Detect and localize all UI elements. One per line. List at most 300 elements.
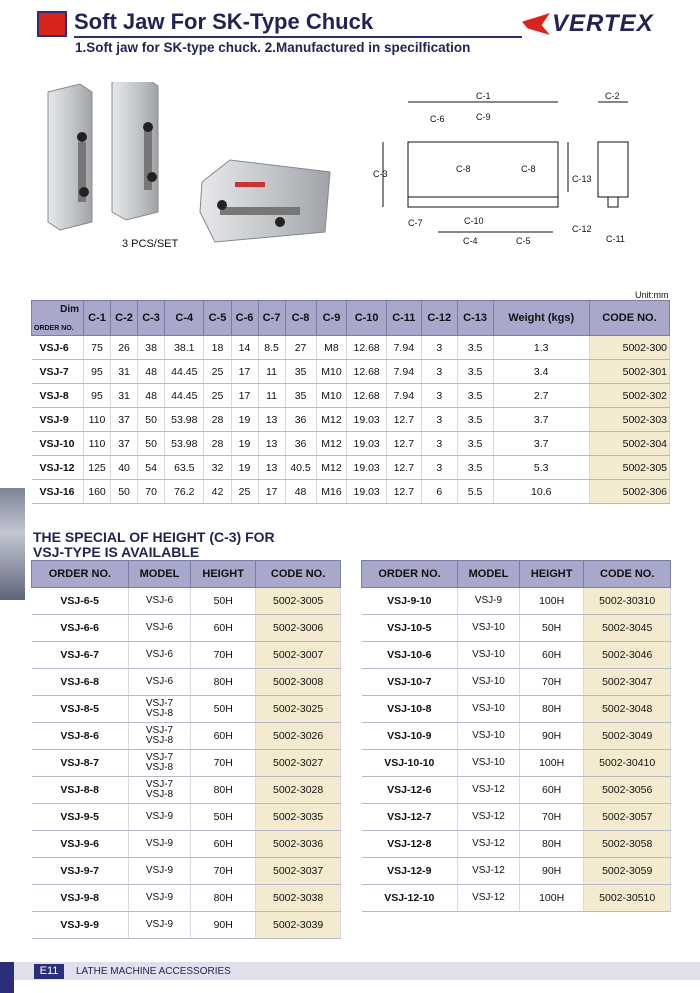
height: 50H: [519, 615, 584, 642]
dim-label: Dim: [60, 304, 79, 315]
spec-col-header: Weight (kgs): [493, 301, 589, 336]
spec-cell: M12: [316, 432, 347, 456]
drawing-label: C-8: [456, 164, 471, 174]
order-no: VSJ-6-8: [32, 669, 129, 696]
spec-col-header: C-10: [347, 301, 386, 336]
spec-cell: 63.5: [165, 456, 204, 480]
drawing-label: C-8: [521, 164, 536, 174]
model: VSJ-6: [128, 669, 190, 696]
order-no: VSJ-8-6: [32, 723, 129, 750]
code-no: 5002-3005: [256, 588, 341, 615]
spec-cell: 50: [111, 480, 138, 504]
height: 100H: [519, 750, 584, 777]
spec-cell: 3.7: [493, 432, 589, 456]
code-no: 5002-301: [589, 360, 669, 384]
spec-cell: 28: [204, 408, 231, 432]
special-row: [32, 588, 341, 615]
spec-col-header: C-2: [111, 301, 138, 336]
title-underline: [74, 36, 522, 38]
code-no: 5002-3056: [584, 777, 671, 804]
model: VSJ-7 VSJ-8: [128, 696, 190, 723]
height: 50H: [191, 804, 256, 831]
height: 70H: [191, 858, 256, 885]
special-col-header: HEIGHT: [519, 561, 584, 588]
spec-cell: 25: [204, 360, 231, 384]
spec-cell: 32: [204, 456, 231, 480]
spec-cell: 38.1: [165, 336, 204, 360]
drawing-label: C-7: [408, 218, 423, 228]
spec-cell: 95: [84, 360, 111, 384]
order-no: VSJ-6-7: [32, 642, 129, 669]
page-number: E11: [34, 964, 64, 979]
code-no: 5002-3026: [256, 723, 341, 750]
code-no: 5002-300: [589, 336, 669, 360]
order-no: VSJ-9-7: [32, 858, 129, 885]
spec-cell: 12.7: [386, 408, 421, 432]
spec-cell: 44.45: [165, 384, 204, 408]
spec-cell: 3: [421, 456, 457, 480]
spec-cell: 10.6: [493, 480, 589, 504]
spec-cell: 36: [285, 408, 316, 432]
spec-cell: 7.94: [386, 384, 421, 408]
model: VSJ-12: [458, 858, 520, 885]
code-no: 5002-3038: [256, 885, 341, 912]
code-no: 5002-304: [589, 432, 669, 456]
special-col-header: CODE NO.: [584, 561, 671, 588]
spec-cell: 25: [231, 480, 258, 504]
height: 100H: [519, 885, 584, 912]
spec-cell: 12.7: [386, 432, 421, 456]
order-no: VSJ-9-6: [32, 831, 129, 858]
model: VSJ-6: [128, 588, 190, 615]
spec-cell: 110: [84, 432, 111, 456]
special-row: [362, 831, 671, 858]
spec-cell: 17: [258, 480, 285, 504]
spec-col-header: CODE NO.: [589, 301, 669, 336]
special-row: [362, 723, 671, 750]
special-row: [32, 912, 341, 939]
spec-cell: 19.03: [347, 408, 386, 432]
spec-col-header: C-7: [258, 301, 285, 336]
spec-cell: 3.5: [457, 456, 493, 480]
spec-cell: 19.03: [347, 480, 386, 504]
model: VSJ-10: [458, 750, 520, 777]
height: 60H: [191, 615, 256, 642]
spec-cell: 48: [138, 384, 165, 408]
special-heading-line1: THE SPECIAL OF HEIGHT (C-3) FOR: [33, 529, 275, 545]
spec-cell: 76.2: [165, 480, 204, 504]
special-col-header: MODEL: [128, 561, 190, 588]
code-no: 5002-3028: [256, 777, 341, 804]
order-no: VSJ-12-10: [362, 885, 458, 912]
special-table-right: [361, 560, 671, 912]
order-no: VSJ-12-8: [362, 831, 458, 858]
height: 90H: [519, 723, 584, 750]
special-row: [362, 642, 671, 669]
spec-cell: 42: [204, 480, 231, 504]
spec-cell: 40: [111, 456, 138, 480]
spec-cell: 13: [258, 456, 285, 480]
spec-row: [32, 408, 670, 432]
code-no: 5002-3047: [584, 669, 671, 696]
spec-cell: 125: [84, 456, 111, 480]
spec-cell: 19: [231, 432, 258, 456]
order-no: VSJ-10-5: [362, 615, 458, 642]
code-no: 5002-3057: [584, 804, 671, 831]
spec-cell: 48: [138, 360, 165, 384]
spec-cell: 70: [138, 480, 165, 504]
special-row: [362, 750, 671, 777]
spec-cell: 160: [84, 480, 111, 504]
special-row: [32, 831, 341, 858]
special-row: [32, 885, 341, 912]
special-row: [32, 669, 341, 696]
order-no: VSJ-9-5: [32, 804, 129, 831]
brand-icon: [37, 11, 67, 37]
order-no: VSJ-10-9: [362, 723, 458, 750]
order-no: VSJ-7: [32, 360, 84, 384]
height: 60H: [191, 723, 256, 750]
height: 90H: [519, 858, 584, 885]
spec-row: [32, 360, 670, 384]
spec-cell: 3: [421, 336, 457, 360]
spec-cell: M10: [316, 384, 347, 408]
model: VSJ-12: [458, 777, 520, 804]
model: VSJ-6: [128, 642, 190, 669]
spec-cell: 50: [138, 432, 165, 456]
spec-col-header: C-8: [285, 301, 316, 336]
order-no: VSJ-10-8: [362, 696, 458, 723]
spec-row: [32, 456, 670, 480]
model: VSJ-10: [458, 723, 520, 750]
spec-cell: 7.94: [386, 336, 421, 360]
spec-col-header: C-4: [165, 301, 204, 336]
spec-cell: 50: [138, 408, 165, 432]
special-col-header: CODE NO.: [256, 561, 341, 588]
order-no: VSJ-6-6: [32, 615, 129, 642]
special-row: [32, 615, 341, 642]
special-row: [362, 777, 671, 804]
drawing-label: C-11: [606, 234, 625, 244]
code-no: 5002-3039: [256, 912, 341, 939]
special-heading: [33, 530, 275, 560]
code-no: 5002-3037: [256, 858, 341, 885]
drawing-label: C-4: [463, 236, 478, 246]
spec-cell: 3: [421, 408, 457, 432]
spec-cell: 3: [421, 360, 457, 384]
special-heading-line2: VSJ-TYPE IS AVAILABLE: [33, 544, 200, 560]
spec-cell: 18: [204, 336, 231, 360]
drawing-label: C-5: [516, 236, 531, 246]
spec-cell: 6: [421, 480, 457, 504]
height: 70H: [191, 642, 256, 669]
drawing-label: C-12: [572, 224, 592, 234]
code-no: 5002-3046: [584, 642, 671, 669]
order-no: VSJ-12-7: [362, 804, 458, 831]
spec-row: [32, 432, 670, 456]
spec-cell: 110: [84, 408, 111, 432]
special-col-header: ORDER NO.: [362, 561, 458, 588]
spec-cell: 38: [138, 336, 165, 360]
spec-row: [32, 384, 670, 408]
height: 80H: [519, 696, 584, 723]
model: VSJ-12: [458, 885, 520, 912]
height: 50H: [191, 696, 256, 723]
vertex-logo: [522, 10, 674, 38]
special-row: [32, 723, 341, 750]
spec-col-header: C-12: [421, 301, 457, 336]
spec-cell: M12: [316, 456, 347, 480]
special-row: [362, 804, 671, 831]
spec-cell: 14: [231, 336, 258, 360]
order-no: VSJ-8: [32, 384, 84, 408]
height: 50H: [191, 588, 256, 615]
height: 70H: [191, 750, 256, 777]
special-row: [362, 696, 671, 723]
spec-cell: 3.5: [457, 408, 493, 432]
spec-cell: M16: [316, 480, 347, 504]
order-no: VSJ-10: [32, 432, 84, 456]
code-no: 5002-30310: [584, 588, 671, 615]
spec-cell: 3.4: [493, 360, 589, 384]
spec-cell: 17: [231, 360, 258, 384]
spec-cell: 95: [84, 384, 111, 408]
spec-cell: M10: [316, 360, 347, 384]
logo-bird-icon: [522, 13, 550, 35]
side-decoration: [0, 488, 25, 600]
spec-table: [31, 300, 670, 504]
drawing-label: C-9: [476, 112, 491, 122]
spec-col-header: C-5: [204, 301, 231, 336]
special-row: [32, 696, 341, 723]
spec-cell: 3.5: [457, 384, 493, 408]
spec-cell: 2.7: [493, 384, 589, 408]
spec-cell: 19: [231, 408, 258, 432]
spec-cell: 37: [111, 432, 138, 456]
spec-cell: 53.98: [165, 408, 204, 432]
order-no: VSJ-16: [32, 480, 84, 504]
spec-cell: 12.68: [347, 336, 386, 360]
height: 70H: [519, 804, 584, 831]
set-caption: 3 PCS/SET: [122, 238, 179, 250]
code-no: 5002-3045: [584, 615, 671, 642]
order-no: VSJ-8-5: [32, 696, 129, 723]
drawing-label: C-3: [373, 169, 388, 179]
order-no: VSJ-9-8: [32, 885, 129, 912]
code-no: 5002-3048: [584, 696, 671, 723]
spec-cell: 53.98: [165, 432, 204, 456]
code-no: 5002-30510: [584, 885, 671, 912]
drawing-label: C-6: [430, 114, 445, 124]
code-no: 5002-3006: [256, 615, 341, 642]
code-no: 5002-3025: [256, 696, 341, 723]
product-photo: [40, 82, 340, 262]
height: 60H: [191, 831, 256, 858]
spec-cell: 31: [111, 384, 138, 408]
spec-cell: 12.7: [386, 480, 421, 504]
special-row: [32, 642, 341, 669]
spec-cell: 36: [285, 432, 316, 456]
height: 80H: [191, 777, 256, 804]
spec-cell: 3: [421, 384, 457, 408]
height: 70H: [519, 669, 584, 696]
order-no: VSJ-8-8: [32, 777, 129, 804]
special-col-header: MODEL: [458, 561, 520, 588]
spec-cell: 8.5: [258, 336, 285, 360]
special-row: [362, 588, 671, 615]
spec-col-header: C-3: [138, 301, 165, 336]
spec-cell: 1.3: [493, 336, 589, 360]
code-no: 5002-3007: [256, 642, 341, 669]
order-no: VSJ-9-9: [32, 912, 129, 939]
order-no: VSJ-6-5: [32, 588, 129, 615]
spec-cell: M12: [316, 408, 347, 432]
model: VSJ-9: [458, 588, 520, 615]
model: VSJ-6: [128, 615, 190, 642]
drawing-label: C-2: [605, 91, 620, 101]
height: 80H: [191, 669, 256, 696]
spec-cell: 27: [285, 336, 316, 360]
order-no: VSJ-12-6: [362, 777, 458, 804]
model: VSJ-10: [458, 615, 520, 642]
spec-cell: 11: [258, 360, 285, 384]
model: VSJ-12: [458, 831, 520, 858]
spec-cell: 5.5: [457, 480, 493, 504]
dimension-drawing: [368, 82, 668, 262]
page-subtitle: 1.Soft jaw for SK-type chuck. 2.Manufactured in specilfication: [75, 40, 471, 55]
unit-label: Unit:mm: [635, 290, 669, 300]
model: VSJ-7 VSJ-8: [128, 750, 190, 777]
model: VSJ-9: [128, 804, 190, 831]
spec-cell: 3.5: [457, 432, 493, 456]
order-no: VSJ-12: [32, 456, 84, 480]
code-no: 5002-3036: [256, 831, 341, 858]
order-no: VSJ-9: [32, 408, 84, 432]
spec-cell: 12.7: [386, 456, 421, 480]
model: VSJ-7 VSJ-8: [128, 723, 190, 750]
code-no: 5002-3035: [256, 804, 341, 831]
height: 80H: [191, 885, 256, 912]
spec-cell: 28: [204, 432, 231, 456]
spec-cell: 17: [231, 384, 258, 408]
spec-row: [32, 336, 670, 360]
spec-cell: 19.03: [347, 432, 386, 456]
spec-header-row: [32, 301, 670, 336]
spec-cell: 13: [258, 408, 285, 432]
height: 60H: [519, 777, 584, 804]
code-no: 5002-303: [589, 408, 669, 432]
code-no: 5002-3058: [584, 831, 671, 858]
model: VSJ-9: [128, 858, 190, 885]
special-row: [362, 885, 671, 912]
spec-row: [32, 480, 670, 504]
special-col-header: ORDER NO.: [32, 561, 129, 588]
spec-cell: 31: [111, 360, 138, 384]
spec-cell: 35: [285, 384, 316, 408]
page-title: Soft Jaw For SK-Type Chuck: [74, 9, 374, 34]
spec-cell: 13: [258, 432, 285, 456]
logo-text: VERTEX: [552, 10, 654, 37]
model: VSJ-9: [128, 912, 190, 939]
spec-cell: 12.68: [347, 384, 386, 408]
footer-edge: [0, 962, 14, 993]
footer-section: LATHE MACHINE ACCESSORIES: [76, 966, 231, 977]
height: 80H: [519, 831, 584, 858]
height: 100H: [519, 588, 584, 615]
spec-cell: 48: [285, 480, 316, 504]
special-row: [32, 750, 341, 777]
model: VSJ-9: [128, 885, 190, 912]
spec-col-header: C-1: [84, 301, 111, 336]
height: 90H: [191, 912, 256, 939]
model: VSJ-9: [128, 831, 190, 858]
spec-cell: 54: [138, 456, 165, 480]
code-no: 5002-305: [589, 456, 669, 480]
order-no: VSJ-10-10: [362, 750, 458, 777]
special-col-header: HEIGHT: [191, 561, 256, 588]
spec-col-header: C-13: [457, 301, 493, 336]
special-row: [362, 858, 671, 885]
order-no: VSJ-12-9: [362, 858, 458, 885]
drawing-label: C-1: [476, 91, 491, 101]
spec-cell: 3.5: [457, 336, 493, 360]
spec-cell: 37: [111, 408, 138, 432]
code-no: 5002-30410: [584, 750, 671, 777]
special-table-left: [31, 560, 341, 939]
spec-col-header: C-9: [316, 301, 347, 336]
spec-cell: 12.68: [347, 360, 386, 384]
spec-cell: M8: [316, 336, 347, 360]
special-row: [32, 804, 341, 831]
order-no: VSJ-9-10: [362, 588, 458, 615]
spec-cell: 40.5: [285, 456, 316, 480]
special-row: [362, 615, 671, 642]
code-no: 5002-3008: [256, 669, 341, 696]
spec-col-header: C-6: [231, 301, 258, 336]
order-label: ORDER NO.: [34, 325, 74, 332]
special-row: [32, 858, 341, 885]
height: 60H: [519, 642, 584, 669]
order-no: VSJ-8-7: [32, 750, 129, 777]
spec-cell: 25: [204, 384, 231, 408]
order-no: VSJ-10-7: [362, 669, 458, 696]
spec-cell: 11: [258, 384, 285, 408]
spec-cell: 5.3: [493, 456, 589, 480]
code-no: 5002-306: [589, 480, 669, 504]
spec-cell: 19: [231, 456, 258, 480]
special-row: [32, 777, 341, 804]
spec-cell: 3: [421, 432, 457, 456]
code-no: 5002-302: [589, 384, 669, 408]
model: VSJ-7 VSJ-8: [128, 777, 190, 804]
spec-cell: 7.94: [386, 360, 421, 384]
spec-cell: 35: [285, 360, 316, 384]
drawing-label: C-10: [464, 216, 484, 226]
special-header-row: [362, 561, 671, 588]
spec-cell: 19.03: [347, 456, 386, 480]
spec-cell: 44.45: [165, 360, 204, 384]
model: VSJ-12: [458, 804, 520, 831]
code-no: 5002-3049: [584, 723, 671, 750]
dim-header: [32, 301, 84, 336]
order-no: VSJ-6: [32, 336, 84, 360]
code-no: 5002-3059: [584, 858, 671, 885]
model: VSJ-10: [458, 696, 520, 723]
spec-cell: 3.7: [493, 408, 589, 432]
code-no: 5002-3027: [256, 750, 341, 777]
spec-cell: 26: [111, 336, 138, 360]
model: VSJ-10: [458, 642, 520, 669]
